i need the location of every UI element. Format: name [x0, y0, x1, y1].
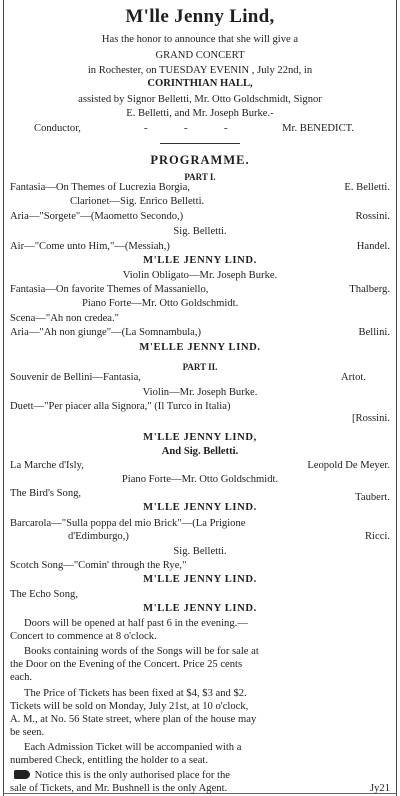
intro-line: Has the honor to announce that she will give a	[101, 34, 299, 45]
performer-line: Clarionet—Sig. Enrico Belletti.	[70, 196, 205, 207]
part-1-heading: PART I.	[184, 172, 216, 182]
hall-name: CORINTHIAN HALL,	[147, 78, 253, 89]
performer-line: Piano Forte—Mr. Otto Goldschmidt.	[121, 474, 279, 485]
programme-item: Scotch Song—"Comin' through the Rye,"	[10, 560, 187, 571]
programme-item: Barcarola—"Sulla poppa del mio Brick"—(La Prigione	[10, 518, 246, 529]
conductor-dash-3: -	[224, 123, 228, 134]
performer-line: M'ELLE JENNY LIND.	[139, 342, 261, 353]
performer-line: Violin—Mr. Joseph Burke.	[142, 387, 258, 398]
item-composer: Thalberg.	[349, 284, 390, 295]
item-composer: E. Belletti.	[344, 182, 390, 193]
conductor-label: Conductor,	[34, 123, 81, 134]
item-composer: Rossini.	[355, 211, 390, 222]
item-title: Souvenir de Bellini—Fantasia,	[10, 372, 141, 383]
item-composer: Ricci.	[364, 531, 390, 542]
note-line	[14, 770, 390, 782]
item-composer: [Rossini.	[352, 413, 390, 424]
note-line	[10, 783, 390, 795]
performer-line: M'LLE JENNY LIND.	[143, 574, 257, 585]
programme-item	[10, 372, 390, 384]
performer-line: M'LLE JENNY LIND,	[143, 432, 257, 443]
note-line: the Door on the Evening of the Concert. Price 25 cents	[10, 659, 243, 670]
pointing-hand-icon	[14, 770, 30, 779]
item-title: Aria—"Sorgete"—(Maometto Secondo,)	[10, 211, 184, 222]
conductor-dash-2: -	[184, 123, 188, 134]
programme-item: Duett—"Per piacer alla Signora," (Il Turco in Italia)	[10, 401, 231, 412]
conductor-dash-1: -	[144, 123, 148, 134]
programme-item	[10, 488, 390, 503]
assist-line-1: assisted by Signor Belletti, Mr. Otto Goldschmidt, Signor	[78, 94, 322, 105]
left-border	[3, 0, 4, 796]
performer-line: Sig. Belletti.	[173, 546, 227, 557]
performer-line: M'LLE JENNY LIND.	[143, 255, 257, 266]
ad-title: M'lle Jenny Lind,	[125, 6, 275, 27]
programme-item	[10, 241, 390, 253]
performer-line: Piano Forte—Mr. Otto Goldschmidt.	[82, 298, 239, 309]
programme-item	[10, 211, 390, 223]
right-border	[396, 0, 397, 796]
insertion-code: Jy21	[369, 783, 390, 794]
programme-item	[10, 327, 390, 339]
note-line: Concert to commence at 8 o'clock.	[10, 631, 157, 642]
note-line: be seen.	[10, 727, 45, 738]
item-title: Aria—"Ah non giunge"—(La Somnambula,)	[10, 327, 202, 338]
note-line: Each Admission Ticket will be accompanied with a	[24, 742, 242, 753]
item-composer: Artot.	[340, 372, 366, 383]
performer-line: Sig. Belletti.	[173, 226, 227, 237]
note-line: A. M., at No. 56 State street, where plan of the house may	[10, 714, 257, 725]
item-composer: Handel.	[356, 241, 390, 252]
note-line: numbered Check, entitling the holder to a seat.	[10, 755, 208, 766]
item-title: The Bird's Song,	[10, 488, 82, 499]
item-title: Fantasia—On Themes of Lucrezia Borgia,	[10, 182, 190, 193]
note-text: Notice this is the only authorised place for the	[34, 770, 230, 781]
performer-line: Violin Obligato—Mr. Joseph Burke.	[122, 270, 278, 281]
programme-item: The Echo Song,	[10, 589, 78, 600]
programme-heading: PROGRAMME.	[150, 153, 250, 167]
note-line: Books containing words of the Songs will be for sale at	[24, 646, 259, 657]
conductor-name: Mr. BENEDICT.	[282, 123, 354, 134]
conductor-line	[34, 123, 390, 135]
item-title: La Marche d'Isly,	[10, 460, 84, 471]
programme-item	[10, 182, 390, 194]
grand-concert: GRAND CONCERT	[155, 50, 245, 61]
assist-line-2: E. Belletti, and Mr. Joseph Burke.-	[126, 108, 274, 119]
location-line: in Rochester, on TUESDAY EVENIN , July 22nd, in	[87, 65, 313, 76]
item-composer: Leopold De Meyer.	[307, 460, 390, 471]
note-line: Doors will be opened at half past 6 in the evening.—	[24, 618, 248, 629]
programme-item	[10, 284, 390, 296]
part-2-heading: PART II.	[182, 362, 218, 372]
programme-item	[10, 460, 390, 472]
item-title: Air—"Come unto Him,"—(Messiah,)	[10, 241, 170, 252]
note-line: The Price of Tickets has been fixed at $4, $3 and $2.	[24, 688, 247, 699]
divider-rule	[160, 143, 240, 144]
item-composer: Taubert.	[355, 492, 390, 503]
performer-line: M'LLE JENNY LIND.	[143, 502, 257, 513]
item-composer: Bellini.	[358, 327, 390, 338]
performer-line: M'LLE JENNY LIND.	[143, 603, 257, 614]
note-text: sale of Tickets, and Mr. Bushnell is the only Agent.	[10, 783, 228, 794]
item-title: Fantasia—On favorite Themes of Massaniello,	[10, 284, 209, 295]
programme-item	[68, 531, 390, 543]
note-line: each.	[10, 672, 33, 683]
note-line: Tickets will be sold on Monday, July 21st, at 10 o'clock,	[10, 701, 249, 712]
performer-line: And Sig. Belletti.	[161, 446, 239, 457]
item-title: d'Edimburgo,)	[68, 531, 129, 542]
programme-item: Scena—"Ah non credea."	[10, 313, 119, 324]
